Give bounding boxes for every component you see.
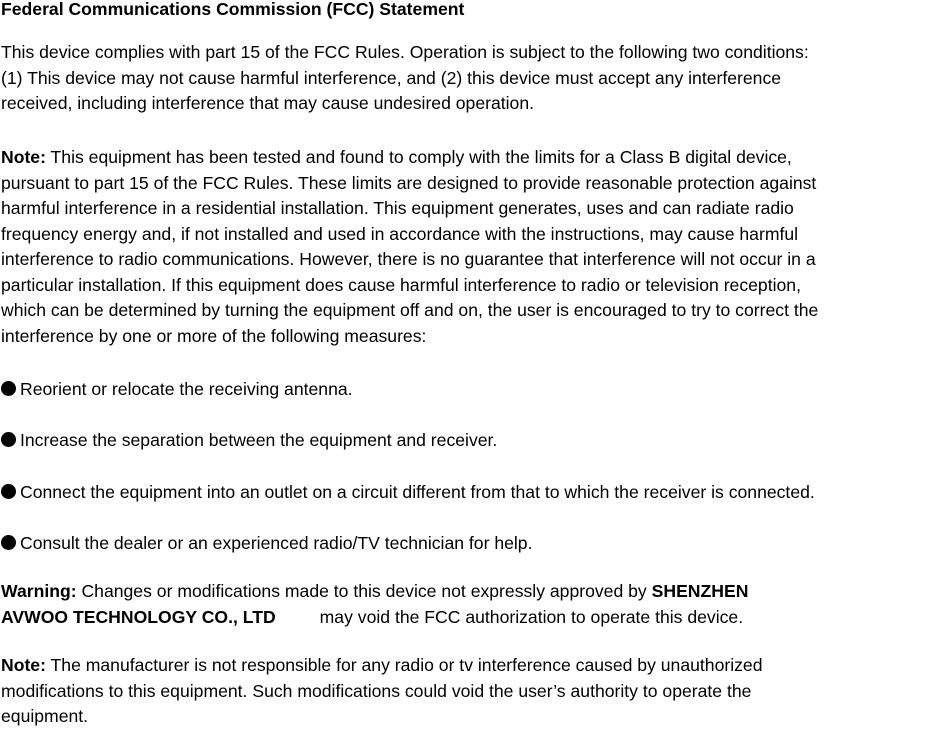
document-title: Federal Communications Commission (FCC) Statement xyxy=(1,0,465,19)
compliance-line: This device complies with part 15 of the FCC Rules. Operation is subject to the following two conditions: xyxy=(1,42,809,62)
measure-text: Increase the separation between the equipment and receiver. xyxy=(20,430,498,450)
note-label: Note: xyxy=(1,147,46,167)
warning-text: may void the FCC authorization to operate this device. xyxy=(319,606,744,627)
note-line: equipment. xyxy=(1,706,89,726)
compliance-line: (1) This device may not cause harmful interference, and (2) this device must accept any interference xyxy=(1,67,782,88)
note-line: harmful interference in a residential installation. This equipment generates, uses and can radiate radio xyxy=(1,198,794,218)
note-line xyxy=(1,653,940,679)
note-text: The manufacturer is not responsible for any radio or tv interference caused by unauthorized xyxy=(45,655,763,675)
measure-text: Connect the equipment into an outlet on a circuit different from that to which the receiver is connected. xyxy=(20,482,815,502)
note-line: pursuant to part 15 of the FCC Rules. These limits are designed to provide reasonable protection against xyxy=(1,172,817,193)
company-name-part1: SHENZHEN xyxy=(651,581,749,601)
note-line: interference by one or more of the following measures: xyxy=(1,325,427,346)
measure-list-item xyxy=(1,377,353,403)
warning-paragraph xyxy=(1,579,940,630)
manufacturer-note-paragraph xyxy=(1,653,940,730)
warning-line xyxy=(1,579,940,605)
compliance-line: received, including interference that may cause undesired operation. xyxy=(1,93,535,113)
measure-text: Consult the dealer or an experienced radio/TV technician for help. xyxy=(20,533,533,553)
warning-line xyxy=(1,605,940,631)
note-line xyxy=(1,145,940,171)
note-line: which can be determined by turning the equipment off and on, the user is encouraged to try to correct the xyxy=(1,300,819,320)
note-line: interference to radio communications. However, there is no guarantee that interference will not occur in a xyxy=(1,249,816,269)
company-name-part2: AVWOO TECHNOLOGY CO., LTD xyxy=(1,606,276,627)
note-line: frequency energy and, if not installed and used in accordance with the instructions, may cause harmful xyxy=(1,223,799,244)
bullet-dot-icon xyxy=(1,484,16,499)
bullet-dot-icon xyxy=(1,535,16,550)
measure-list-item xyxy=(1,531,532,557)
measure-list-item xyxy=(1,480,815,506)
compliance-paragraph xyxy=(1,40,940,117)
note-label: Note: xyxy=(1,655,46,675)
measure-text: Reorient or relocate the receiving antenna. xyxy=(20,379,353,399)
warning-text: Changes or modifications made to this device not expressly approved by xyxy=(76,581,652,601)
note-text: This equipment has been tested and found to comply with the limits for a Class B digital device, xyxy=(45,147,792,167)
bullet-dot-icon xyxy=(1,432,16,447)
bullet-dot-icon xyxy=(1,381,16,396)
measure-list-item xyxy=(1,428,497,454)
note-paragraph xyxy=(1,145,940,349)
note-line: particular installation. If this equipment does cause harmful interference to radio or television reception, xyxy=(1,274,801,295)
note-line: modifications to this equipment. Such modifications could void the user’s authority to operate the xyxy=(1,680,752,701)
warning-label: Warning: xyxy=(1,581,77,601)
